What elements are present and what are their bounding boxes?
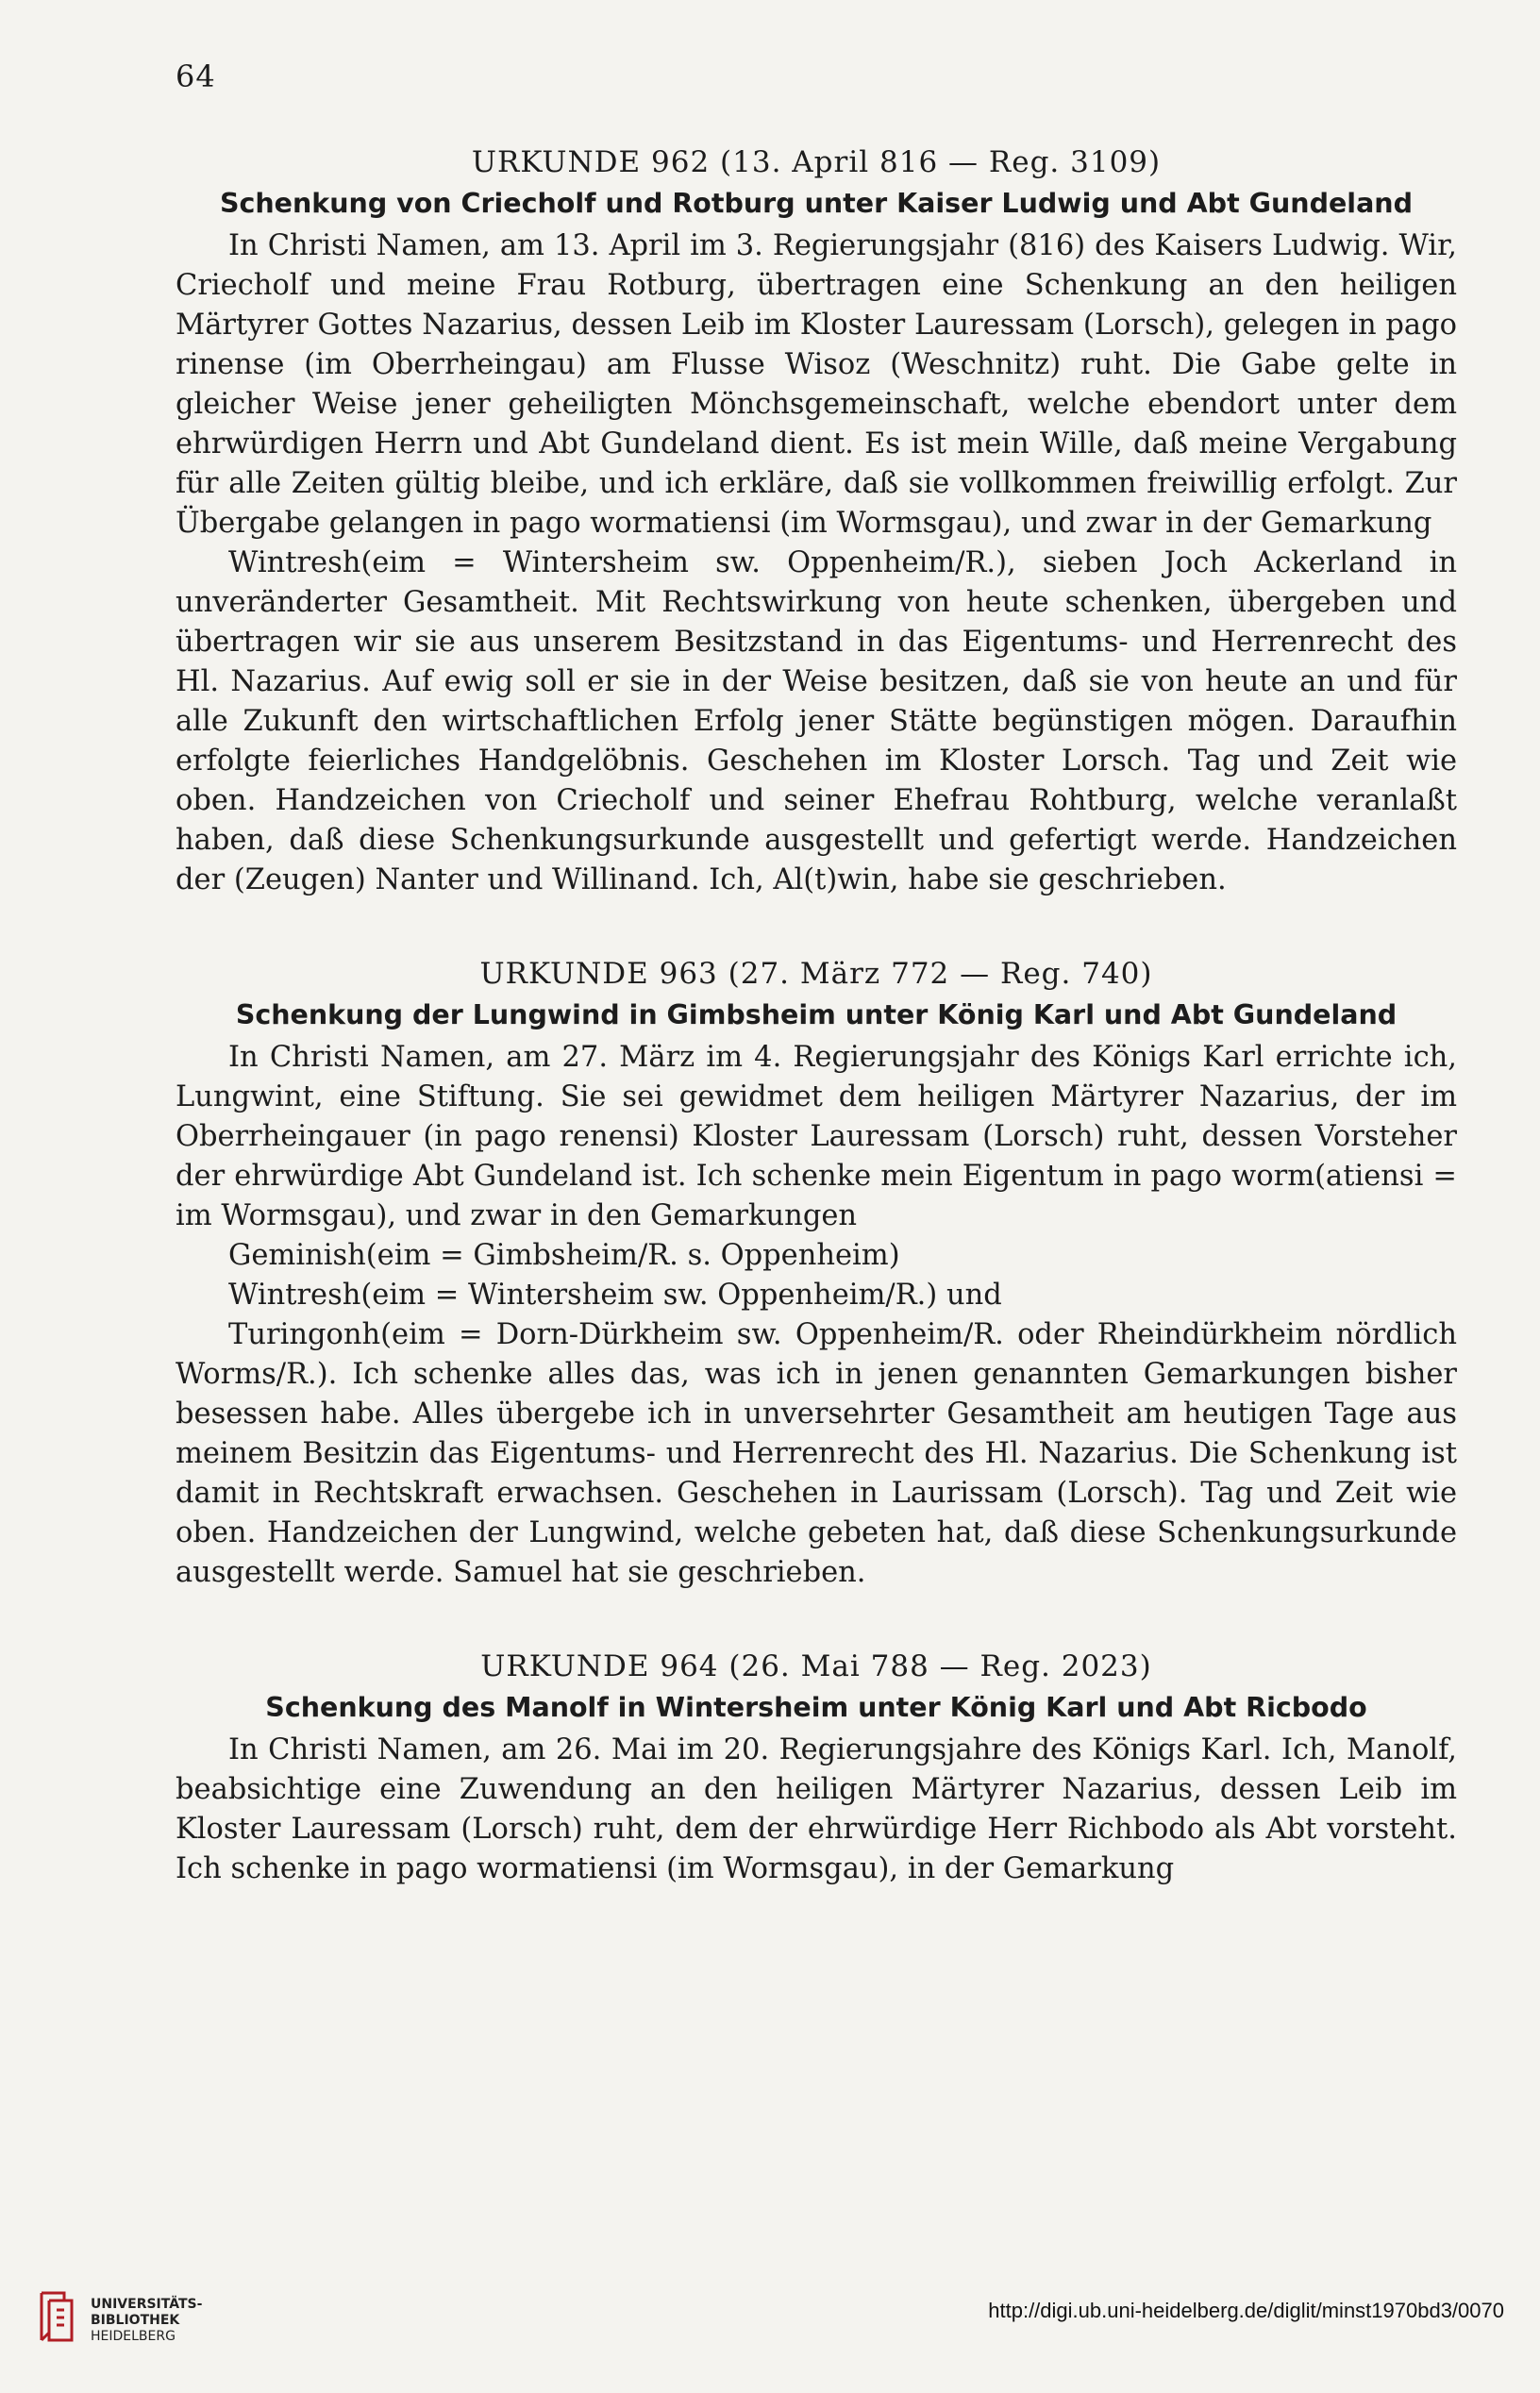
paragraph: Wintresh(eim = Wintersheim sw. Oppenheim/R.), sieben Joch Ackerland in unveränderter Gesamtheit. Mit Rechtswirkung von heute schenken, übergeben und übertragen wir sie aus unserem Besitzstand in das Eigentums- und Herrenrecht des Hl. Nazarius. Auf ewig soll er sie in der Weise besitzen, daß sie von heute an und für alle Zukunft den wirtschaftlichen Erfolg jener Stätte begünstigen mögen. Daraufhin erfolgte feierliches Handgelöbnis. Geschehen im Kloster Lorsch. Tag und Zeit wie oben. Handzeichen von Criecholf und seiner Ehefrau Rohtburg, welche veranlaßt haben, daß diese Schenkungsurkunde ausgestellt und gefertigt werde. Handzeichen der (Zeugen) Nanter und Willinand. Ich, Al(t)win, habe sie geschrieben. [176, 546, 1457, 896]
source-url-link[interactable]: http://digi.ub.uni-heidelberg.de/diglit/minst1970bd3/0070 [988, 2299, 1504, 2322]
urkunde-963 [176, 953, 1457, 1593]
library-name-line: UNIVERSITÄTS- [91, 2297, 203, 2312]
paragraph: Turingonh(eim = Dorn-Dürkheim sw. Oppenheim/R. oder Rheindürkheim nördlich Worms/R.). Ich schenke alles das, was ich in jenen genannten Gemarkungen bisher besessen habe. Alles übergebe ich in unversehrter Gesamtheit am heutigen Tage aus meinem Besitzin das Eigentums- und Herrenrecht des Hl. Nazarius. Die Schenkung ist damit in Rechtskraft erwachsen. Geschehen in Laurissam (Lorsch). Tag und Zeit wie oben. Handzeichen der Lungwind, welche gebeten hat, daß diese Schenkungsurkunde ausgestellt werde. Samuel hat sie geschrieben. [176, 1318, 1457, 1589]
urkunde-962 [176, 142, 1457, 900]
library-name-line: HEIDELBERG [91, 2329, 176, 2344]
ub-heidelberg-logo-icon [36, 2289, 77, 2344]
paragraph: In Christi Namen, am 13. April im 3. Regierungsjahr (816) des Kaisers Ludwig. Wir, Criecholf und meine Frau Rotburg, übertragen eine Schenkung an den heiligen Märtyrer Gottes Nazarius, dessen Leib im Kloster Lauressam (Lorsch), gelegen in pago rinense (im Oberrheingau) am Flusse Wisoz (Weschnitz) ruht. Die Gabe gelte in gleicher Weise jener geheiligten Mönchsgemeinschaft, welche ebendort unter dem ehrwürdigen Herrn und Abt Gundeland dient. Es ist mein Wille, daß meine Vergabung für alle Zeiten gültig bleibe, und ich erkläre, daß sie vollkommen freiwillig erfolgt. Zur Übergabe gelangen in pago wormatiensi (im Wormsgau), und zwar in der Gemarkung [176, 229, 1457, 540]
paragraph: Wintresh(eim = Wintersheim sw. Oppenheim/R.) und [228, 1279, 1002, 1312]
section-subheading: Schenkung des Manolf in Wintersheim unter König Karl und Abt Ricbodo [265, 1692, 1367, 1723]
paragraph: In Christi Namen, am 27. März im 4. Regierungsjahr des Königs Karl errichte ich, Lungwint, eine Stiftung. Sie sei gewidmet dem heiligen Märtyrer Nazarius, der im Oberrheingauer (in pago renensi) Kloster Lauressam (Lorsch) ruht, dessen Vorsteher der ehrwürdige Abt Gundeland ist. Ich schenke mein Eigentum in pago worm(atiensi = im Wormsgau), und zwar in den Gemarkungen [176, 1041, 1457, 1232]
section-heading: URKUNDE 964 (26. Mai 788 — Reg. 2023) [480, 1649, 1152, 1683]
page-number: 64 [176, 59, 216, 94]
footer [0, 2276, 1540, 2393]
paragraph: In Christi Namen, am 26. Mai im 20. Regierungsjahre des Königs Karl. Ich, Manolf, beabsichtige eine Zuwendung an den heiligen Märtyrer Nazarius, dessen Leib im Kloster Lauressam (Lorsch) ruht, dem der ehrwürdige Herr Richbodo als Abt vorsteht. Ich schenke in pago wormatiensi (im Wormsgau), in der Gemarkung [176, 1733, 1457, 1885]
urkunde-964 [176, 1646, 1457, 1889]
section-heading: URKUNDE 963 (27. März 772 — Reg. 740) [479, 957, 1153, 991]
section-heading: URKUNDE 962 (13. April 816 — Reg. 3109) [471, 145, 1162, 179]
section-subheading: Schenkung von Criecholf und Rotburg unter Kaiser Ludwig und Abt Gundeland [219, 188, 1414, 219]
library-name [91, 2297, 202, 2345]
library-name-line: BIBLIOTHEK [91, 2313, 180, 2328]
section-subheading: Schenkung der Lungwind in Gimbsheim unter König Karl und Abt Gundeland [235, 999, 1398, 1030]
page-content [176, 142, 1457, 1942]
paragraph: Geminish(eim = Gimbsheim/R. s. Oppenheim) [228, 1239, 900, 1272]
